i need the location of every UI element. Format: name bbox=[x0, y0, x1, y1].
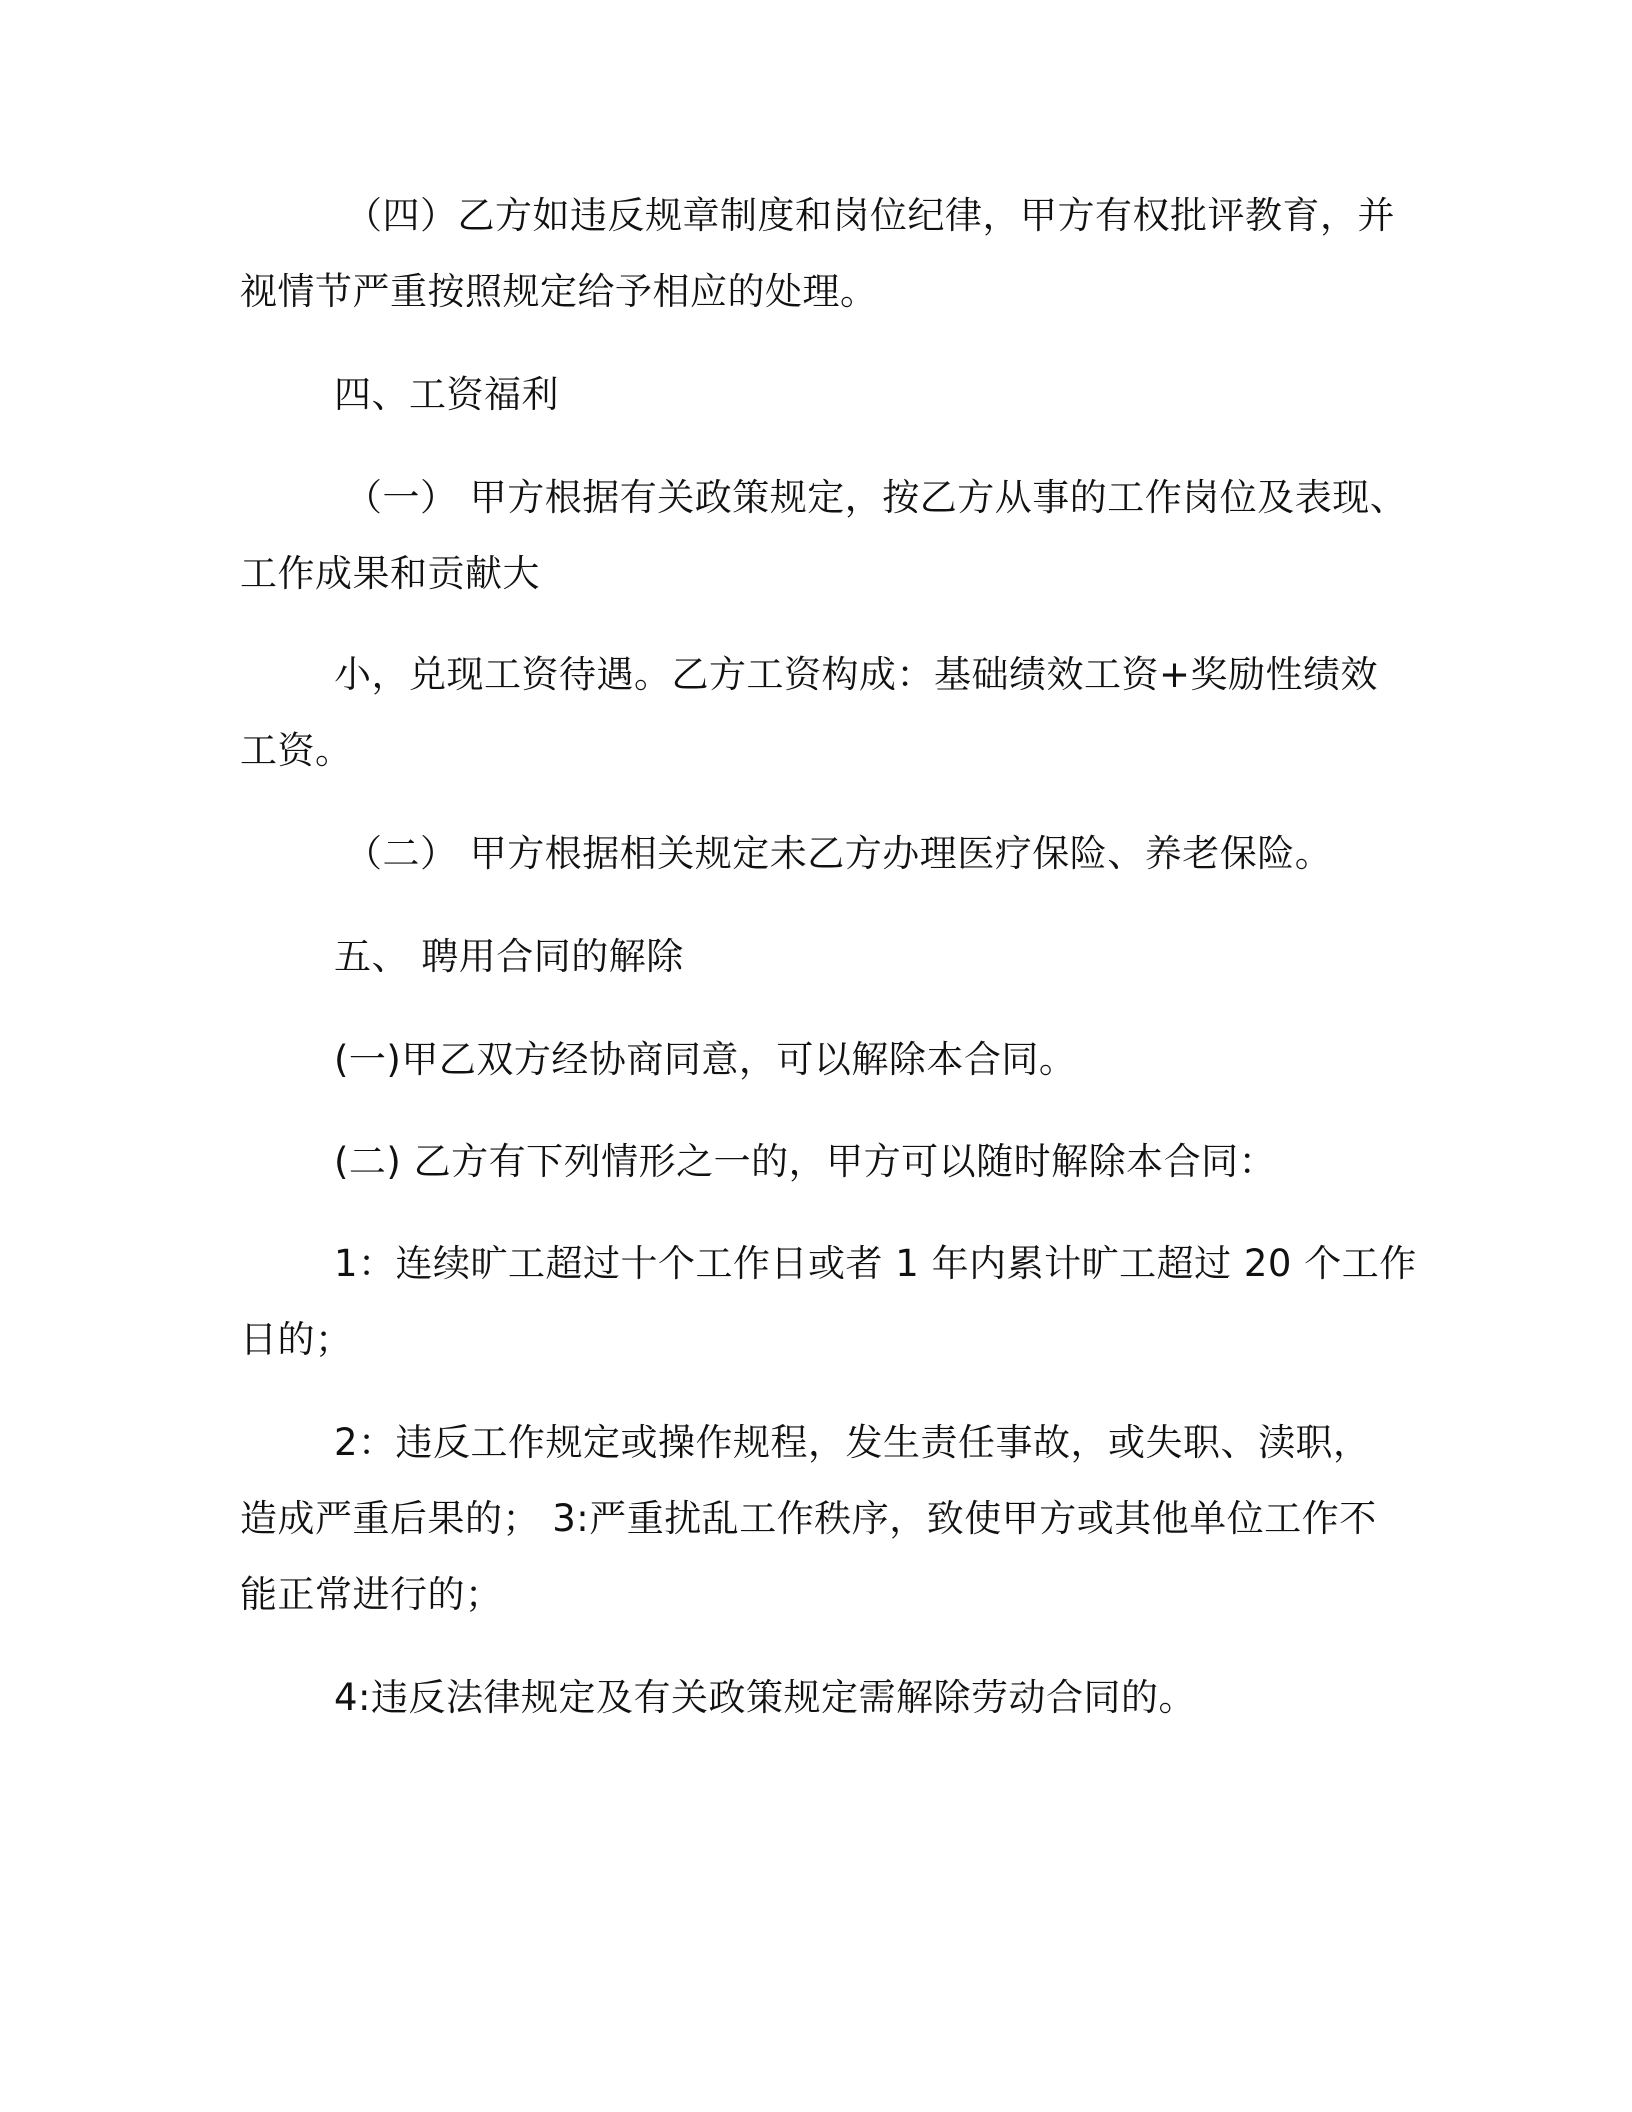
section-heading: 五、 聘用合同的解除 bbox=[334, 935, 684, 978]
paragraph-line: 造成严重后果的； 3:严重扰乱工作秩序，致使甲方或其他单位工作不 bbox=[240, 1497, 1377, 1540]
paragraph-line: 视情节严重按照规定给予相应的处理。 bbox=[240, 270, 878, 313]
paragraph-line: 工作成果和贡献大 bbox=[240, 552, 540, 595]
paragraph-line: （二） 甲方根据相关规定未乙方办理医疗保险、养老保险。 bbox=[345, 832, 1333, 875]
paragraph-line: 日的； bbox=[240, 1318, 353, 1361]
paragraph-line: 1：连续旷工超过十个工作日或者 1 年内累计旷工超过 20 个工作 bbox=[334, 1242, 1417, 1285]
paragraph-line: (二) 乙方有下列情形之一的，甲方可以随时解除本合同： bbox=[334, 1140, 1277, 1183]
paragraph-line: 小，兑现工资待遇。乙方工资构成：基础绩效工资+奖励性绩效 bbox=[334, 653, 1379, 696]
paragraph-line: 4:违反法律规定及有关政策规定需解除劳动合同的。 bbox=[334, 1676, 1197, 1719]
section-heading: 四、工资福利 bbox=[334, 373, 559, 416]
paragraph-line: (一)甲乙双方经协商同意，可以解除本合同。 bbox=[334, 1038, 1077, 1081]
paragraph-line: 能正常进行的； bbox=[240, 1573, 503, 1616]
paragraph-line: 2：违反工作规定或操作规程，发生责任事故，或失职、渎职， bbox=[334, 1421, 1371, 1464]
paragraph-line: （一） 甲方根据有关政策规定，按乙方从事的工作岗位及表现、 bbox=[345, 476, 1408, 519]
paragraph-line: 工资。 bbox=[240, 729, 353, 772]
paragraph-line: （四）乙方如违反规章制度和岗位纪律，甲方有权批评教育，并 bbox=[345, 194, 1395, 237]
